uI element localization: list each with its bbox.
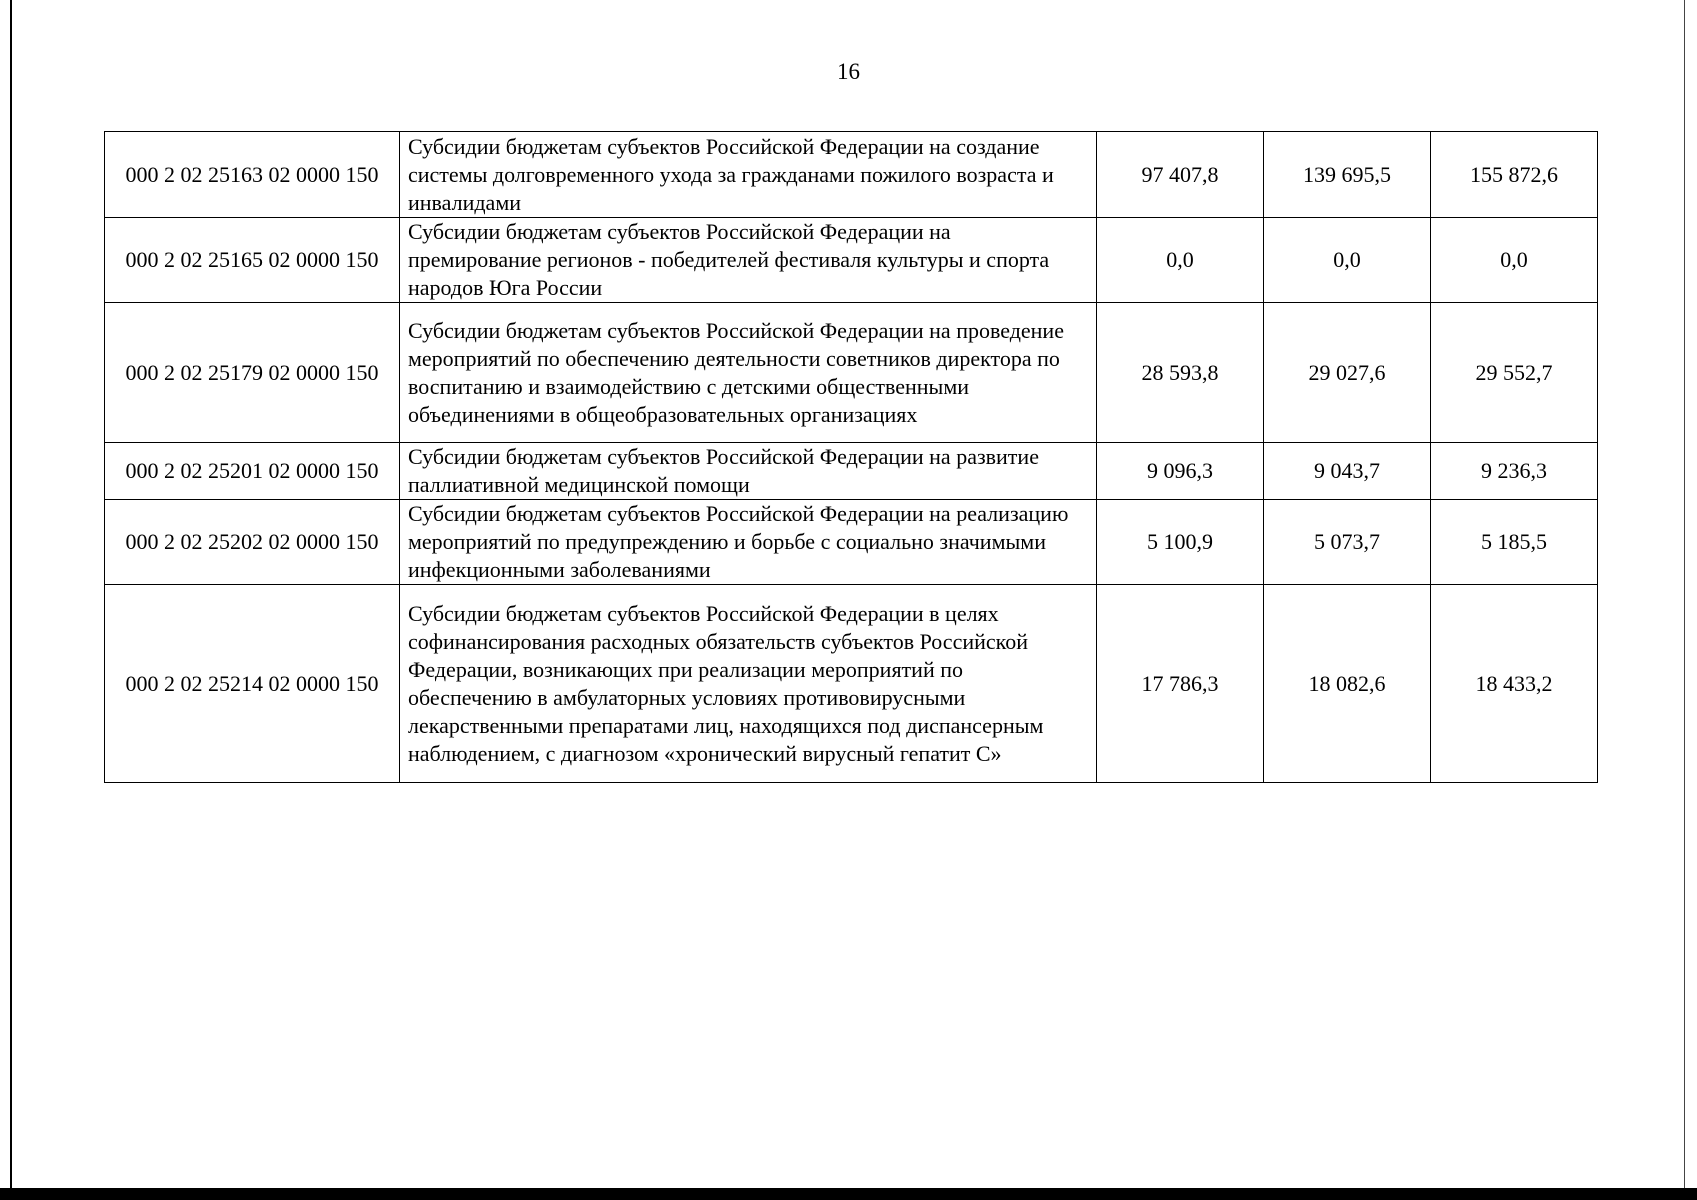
budget-code-cell: 000 2 02 25163 02 0000 150 bbox=[105, 132, 400, 218]
value-year-2-cell: 139 695,5 bbox=[1264, 132, 1431, 218]
page-number: 16 bbox=[837, 59, 860, 84]
description-cell: Субсидии бюджетам субъектов Российской Федерации на развитие паллиативной медицинской помощи bbox=[400, 443, 1097, 500]
budget-code-cell: 000 2 02 25202 02 0000 150 bbox=[105, 500, 400, 585]
page-border-left bbox=[10, 0, 12, 1200]
description-cell: Субсидии бюджетам субъектов Российской Федерации в целях софинансирования расходных обязательств субъектов Российской Федерации, возникающих при реализации мероприятий по обеспечению в амбулаторных условиях противовирусными лекарственными препаратами лиц, находящихся под диспансерным наблюдением, с диагнозом «хронический вирусный гепатит С» bbox=[400, 585, 1097, 783]
value-year-1-cell: 17 786,3 bbox=[1097, 585, 1264, 783]
value-year-3-cell: 155 872,6 bbox=[1431, 132, 1598, 218]
budget-code-cell: 000 2 02 25214 02 0000 150 bbox=[105, 585, 400, 783]
value-year-2-cell: 18 082,6 bbox=[1264, 585, 1431, 783]
value-year-3-cell: 5 185,5 bbox=[1431, 500, 1598, 585]
value-year-2-cell: 9 043,7 bbox=[1264, 443, 1431, 500]
table-row bbox=[105, 218, 1598, 303]
value-year-3-cell: 0,0 bbox=[1431, 218, 1598, 303]
value-year-2-cell: 5 073,7 bbox=[1264, 500, 1431, 585]
value-year-2-cell: 0,0 bbox=[1264, 218, 1431, 303]
budget-table bbox=[104, 131, 1598, 783]
table-row bbox=[105, 585, 1598, 783]
value-year-1-cell: 0,0 bbox=[1097, 218, 1264, 303]
budget-code-cell: 000 2 02 25201 02 0000 150 bbox=[105, 443, 400, 500]
table-row bbox=[105, 132, 1598, 218]
description-cell: Субсидии бюджетам субъектов Российской Федерации на реализацию мероприятий по предупреждению и борьбе с социально значимыми инфекционными заболеваниями bbox=[400, 500, 1097, 585]
value-year-1-cell: 9 096,3 bbox=[1097, 443, 1264, 500]
table-row bbox=[105, 303, 1598, 443]
table-row bbox=[105, 443, 1598, 500]
value-year-3-cell: 18 433,2 bbox=[1431, 585, 1598, 783]
value-year-2-cell: 29 027,6 bbox=[1264, 303, 1431, 443]
description-cell: Субсидии бюджетам субъектов Российской Федерации на премирование регионов - победителей фестиваля культуры и спорта народов Юга России bbox=[400, 218, 1097, 303]
value-year-1-cell: 97 407,8 bbox=[1097, 132, 1264, 218]
budget-code-cell: 000 2 02 25165 02 0000 150 bbox=[105, 218, 400, 303]
value-year-1-cell: 5 100,9 bbox=[1097, 500, 1264, 585]
budget-code-cell: 000 2 02 25179 02 0000 150 bbox=[105, 303, 400, 443]
value-year-3-cell: 29 552,7 bbox=[1431, 303, 1598, 443]
value-year-1-cell: 28 593,8 bbox=[1097, 303, 1264, 443]
description-cell: Субсидии бюджетам субъектов Российской Федерации на создание системы долговременного ухода за гражданами пожилого возраста и инвалидами bbox=[400, 132, 1097, 218]
page-border-right bbox=[1684, 0, 1685, 1188]
value-year-3-cell: 9 236,3 bbox=[1431, 443, 1598, 500]
table-row bbox=[105, 500, 1598, 585]
description-cell: Субсидии бюджетам субъектов Российской Федерации на проведение мероприятий по обеспечению деятельности советников директора по воспитанию и взаимодействию с детскими общественными объединениями в общеобразовательных организациях bbox=[400, 303, 1097, 443]
page-border-bottom bbox=[0, 1188, 1697, 1200]
